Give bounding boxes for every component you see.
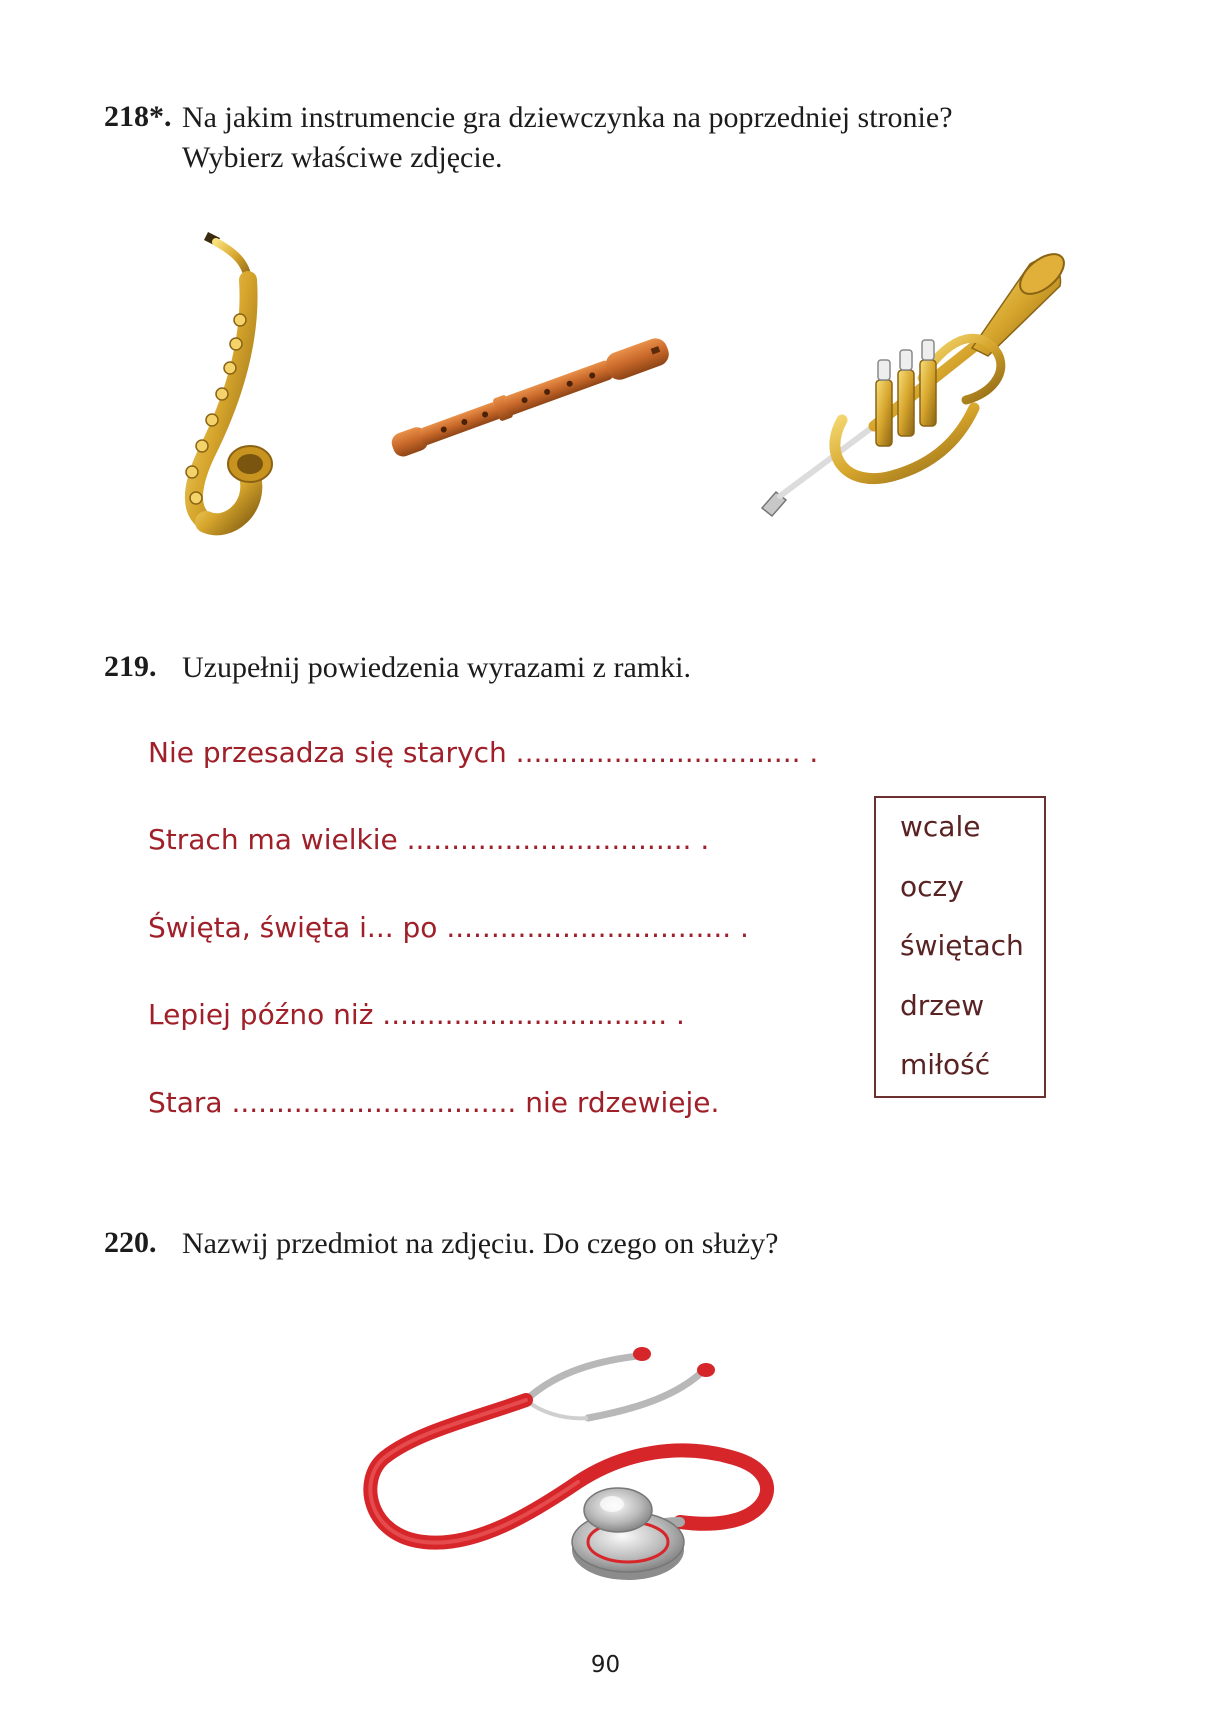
page-number: 90	[590, 1652, 621, 1678]
word-box-item: oczy	[900, 870, 964, 903]
exercise-218-line-1: Na jakim instrumencie gra dziewczynka na poprzedniej stronie?	[182, 101, 953, 134]
word-box	[874, 796, 1046, 1098]
saxophone-icon[interactable]	[130, 228, 290, 540]
exercise-number-219: 219.	[104, 650, 157, 683]
sentence-3[interactable]: Święta, święta i... po ................................ .	[148, 911, 749, 944]
trumpet-icon[interactable]	[752, 230, 1072, 524]
exercise-218-line-2: Wybierz właściwe zdjęcie.	[182, 141, 503, 174]
exercise-instruction-220	[182, 1224, 778, 1264]
exercise-number-220: 220.	[104, 1226, 157, 1259]
word-box-item: miłość	[900, 1048, 991, 1081]
exercise-text-218	[182, 98, 953, 178]
sentence-4[interactable]: Lepiej późno niż ................................ .	[148, 998, 685, 1031]
word-box-item: drzew	[900, 989, 985, 1022]
sentence-1[interactable]: Nie przesadza się starych ................................ .	[148, 736, 819, 769]
word-box-item: wcale	[900, 810, 981, 843]
exercise-instruction-219	[182, 648, 691, 688]
sentence-2[interactable]: Strach ma wielkie ................................ .	[148, 823, 710, 856]
exercise-number-218: 218*.	[104, 100, 172, 133]
sentence-5[interactable]: Stara ................................ nie rdzewieje.	[148, 1086, 720, 1119]
recorder-icon[interactable]	[383, 330, 703, 490]
stethoscope-icon[interactable]	[356, 1336, 796, 1588]
word-box-item: świętach	[900, 929, 1024, 962]
exercise-219-instruction-text: Uzupełnij powiedzenia wyrazami z ramki.	[182, 651, 691, 684]
exercise-220-instruction-text: Nazwij przedmiot na zdjęciu. Do czego on służy?	[182, 1227, 779, 1260]
